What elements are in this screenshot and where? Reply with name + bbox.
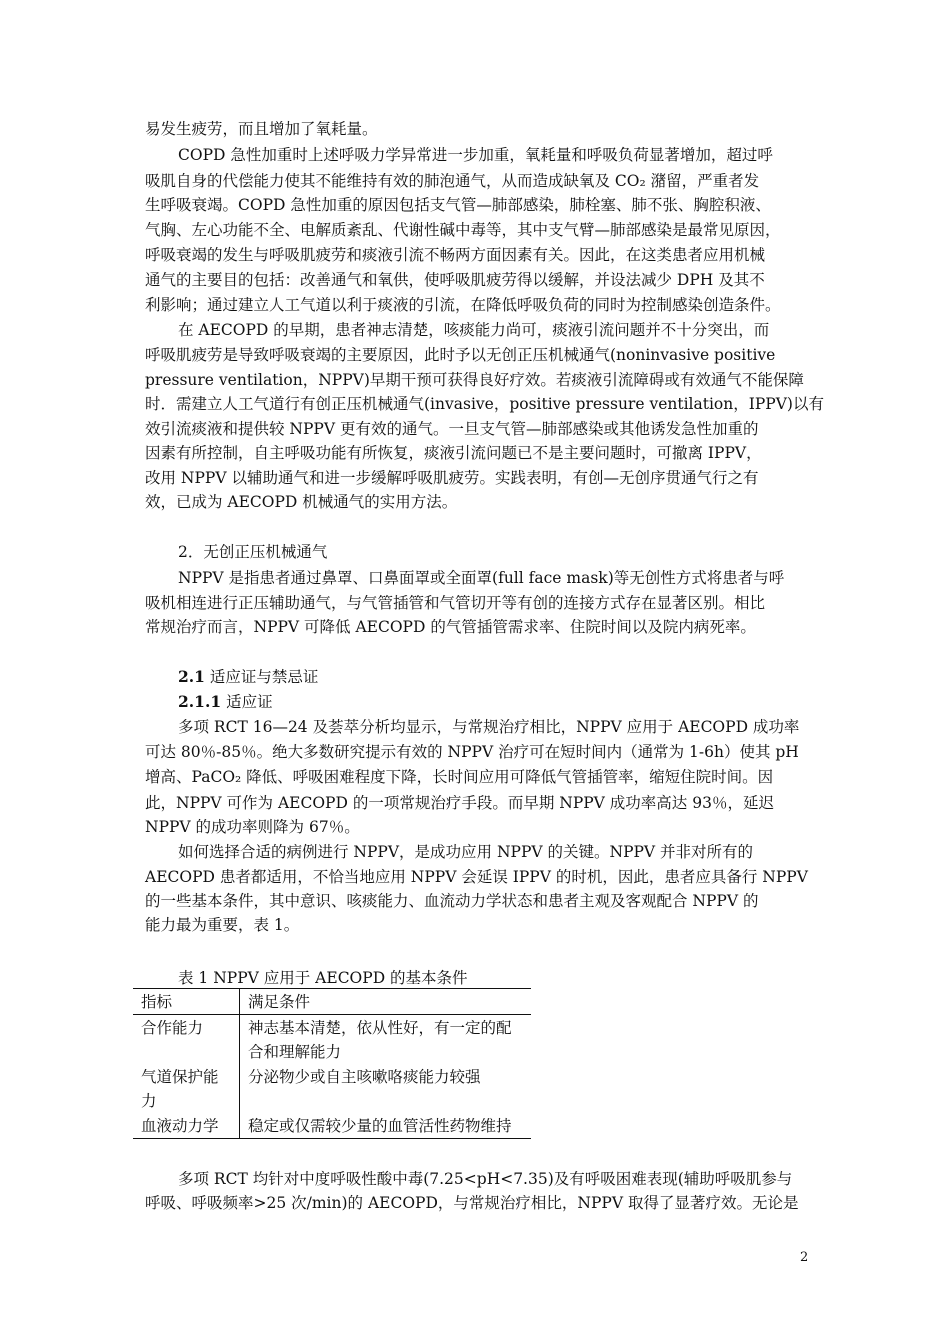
table-header-cell: 指标 (133, 989, 240, 1015)
paragraph-line: 呼吸、呼吸频率>25 次/min)的 AECOPD，与常规治疗相比，NPPV 取得了显著疗效。无论是 (145, 1194, 799, 1212)
paragraph-line: 呼吸肌疲劳是导致呼吸衰竭的主要原因，此时予以无创正压机械通气(noninvasive positive (145, 346, 776, 364)
paragraph-line: 利影响；通过建立人工气道以利于痰液的引流，在降低呼吸负荷的同时为控制感染创造条件。 (145, 296, 781, 314)
paragraph-line: 效，已成为 AECOPD 机械通气的实用方法。 (145, 493, 458, 511)
table-cell: 血液动力学 (133, 1113, 240, 1139)
section-number: 2.1.1 (178, 692, 222, 711)
paragraph-line: NPPV 是指患者通过鼻罩、口鼻面罩或全面罩(full face mask)等无创性方式将患者与呼 (178, 569, 785, 587)
table-row (133, 1064, 531, 1113)
section-heading: 2．无创正压机械通气 (178, 543, 328, 561)
conditions-table (133, 988, 531, 1139)
paragraph-line: 多项 RCT 均针对中度呼吸性酸中毒(7.25<pH<7.35)及有呼吸困难表现(辅助呼吸肌参与 (178, 1170, 793, 1188)
table-cell: 稳定或仅需较少量的血管活性药物维持 (240, 1113, 532, 1139)
table-cell: 气道保护能力 (133, 1064, 240, 1113)
paragraph-line: 时．需建立人工气道行有创正压机械通气(invasive，positive pressure ventilation，IPPV)以有 (145, 395, 824, 413)
paragraph-line: NPPV 的成功率则降为 67％。 (145, 818, 360, 836)
table-cell: 合作能力 (133, 1015, 240, 1065)
paragraph-line: 多项 RCT 16—24 及荟萃分析均显示，与常规治疗相比，NPPV 应用于 AECOPD 成功率 (178, 718, 800, 736)
paragraph-line: COPD 急性加重时上述呼吸力学异常进一步加重，氧耗量和呼吸负荷显著增加，超过呼 (178, 146, 773, 164)
paragraph-line: 易发生疲劳，而且增加了氧耗量。 (145, 120, 378, 138)
paragraph-line: 在 AECOPD 的早期，患者神志清楚，咳痰能力尚可，痰液引流问题并不十分突出，而 (178, 321, 770, 339)
paragraph-line: 呼吸衰竭的发生与呼吸肌疲劳和痰液引流不畅两方面因素有关。因此，在这类患者应用机械 (145, 246, 766, 264)
paragraph-line: 吸肌自身的代偿能力使其不能维持有效的肺泡通气，从而造成缺氧及 CO₂ 潴留，严重者发 (145, 172, 760, 190)
page-number: 2 (800, 1250, 809, 1265)
table-row (133, 1113, 531, 1139)
paragraph-line: AECOPD 患者都适用，不恰当地应用 NPPV 会延误 IPPV 的时机，因此，患者应具备行 NPPV (145, 868, 808, 886)
table-header-row (133, 989, 531, 1015)
paragraph-line: 气胸、左心功能不全、电解质紊乱、代谢性碱中毒等，其中支气臂—肺部感染是最常见原因， (145, 221, 781, 239)
paragraph-line: 吸机相连进行正压辅助通气，与气管插管和气管切开等有创的连接方式存在显著区别。相比 (145, 594, 766, 612)
table-header-cell: 满足条件 (240, 989, 532, 1015)
paragraph-line: 改用 NPPV 以辅助通气和进一步缓解呼吸肌疲劳。实践表明，有创—无创序贯通气行之有 (145, 469, 759, 487)
table-row (133, 1015, 531, 1065)
paragraph-line: pressure ventilation，NPPV)早期干预可获得良好疗效。若痰液引流障碍或有效通气不能保障 (145, 371, 804, 389)
paragraph-line: 常规治疗而言，NPPV 可降低 AECOPD 的气管插管需求率、住院时间以及院内病死率。 (145, 618, 756, 636)
section-number: 2.1 (178, 667, 205, 686)
subsection-heading (178, 665, 318, 689)
table-cell: 分泌物少或自主咳嗽咯痰能力较强 (248, 1068, 481, 1086)
subsubsection-heading (178, 690, 273, 714)
table-caption: 表 1 NPPV 应用于 AECOPD 的基本条件 (178, 969, 468, 987)
paragraph-line: 的一些基本条件，其中意识、咳痰能力、血流动力学状态和患者主观及客观配合 NPPV 的 (145, 892, 759, 910)
paragraph-line: 效引流痰液和提供较 NPPV 更有效的通气。一旦支气管—肺部感染或其他诱发急性加重的 (145, 420, 759, 438)
paragraph-line: 如何选择合适的病例进行 NPPV，是成功应用 NPPV 的关键。NPPV 并非对所有的 (178, 843, 754, 861)
paragraph-line: 通气的主要目的包括：改善通气和氧供，使呼吸肌疲劳得以缓解，并设法减少 DPH 及其不 (145, 271, 765, 289)
section-title: 适应证与禁忌证 (204, 668, 319, 686)
paragraph-line: 能力最为重要，表 1。 (145, 916, 300, 934)
table-cell: 神志基本清楚，依从性好，有一定的配合和理解能力 (248, 1019, 512, 1061)
paragraph-line: 生呼吸衰竭。COPD 急性加重的原因包括支气管—肺部感染，肺栓塞、肺不张、胸腔积液、 (145, 196, 771, 214)
paragraph-line: 可达 80％-85％。绝大多数研究提示有效的 NPPV 治疗可在短时间内（通常为 1-6h）使其 pH (145, 743, 799, 761)
section-title: 适应证 (221, 693, 273, 711)
paragraph-line: 此，NPPV 可作为 AECOPD 的一项常规治疗手段。而早期 NPPV 成功率高达 93％，延迟 (145, 794, 774, 812)
paragraph-line: 增高、PaCO₂ 降低、呼吸困难程度下降，长时间应用可降低气管插管率，缩短住院时间。因 (145, 768, 774, 786)
paragraph-line: 因素有所控制，自主呼吸功能有所恢复，痰液引流问题已不是主要问题时，可撤离 IPPV， (145, 444, 762, 462)
